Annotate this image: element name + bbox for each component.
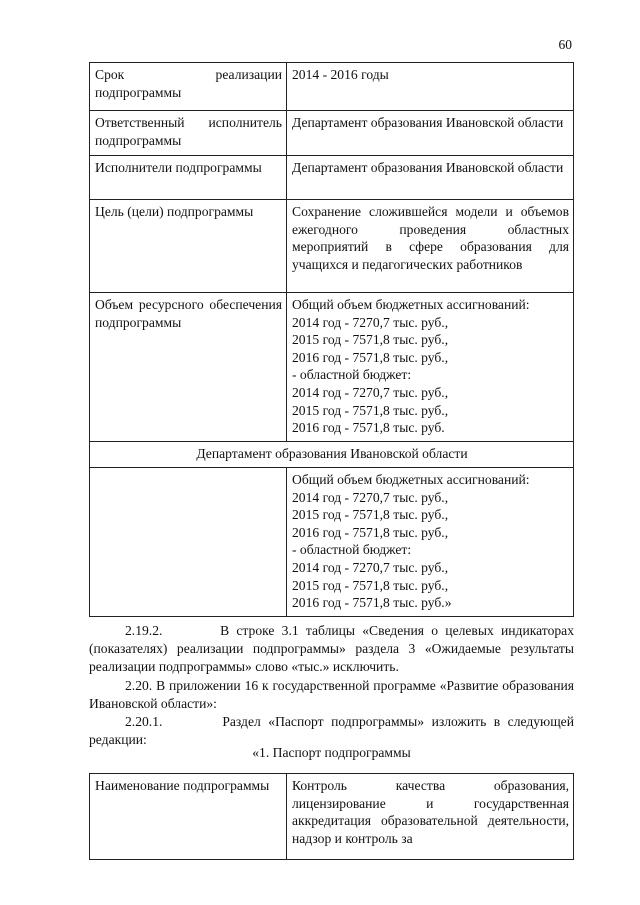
table-row bbox=[90, 63, 574, 111]
row-value: Департамент образования Ивановской области bbox=[287, 156, 574, 200]
table-row bbox=[90, 156, 574, 200]
merged-heading: Департамент образования Ивановской области bbox=[90, 442, 574, 468]
row-label: Срок реализации подпрограммы bbox=[90, 63, 287, 111]
funding-line: 2016 год - 7571,8 тыс. руб. bbox=[292, 420, 445, 436]
funding-line: Общий объем бюджетных ассигнований: bbox=[292, 472, 530, 487]
row-label: Исполнители подпрограммы bbox=[90, 156, 287, 200]
funding-cell bbox=[287, 293, 574, 442]
funding-line: 2015 год - 7571,8 тыс. руб., bbox=[292, 402, 449, 418]
subprogram-passport-table bbox=[89, 62, 574, 617]
row-label: Наименование подпрограммы bbox=[90, 774, 287, 860]
paragraph-2-20: 2.20. В приложении 16 к государственной программе «Развитие образования Ивановской области»: bbox=[89, 678, 574, 711]
table-row bbox=[90, 111, 574, 156]
row-label: Объем ресурсного обеспечения подпрограммы bbox=[90, 293, 287, 442]
empty-cell bbox=[90, 468, 287, 617]
funding-line: 2014 год - 7270,7 тыс. руб., bbox=[292, 559, 449, 575]
row-label: Ответственный исполнитель подпрограммы bbox=[90, 111, 287, 156]
funding-line: 2016 год - 7571,8 тыс. руб., bbox=[292, 349, 449, 365]
funding-line: 2015 год - 7571,8 тыс. руб., bbox=[292, 577, 449, 593]
paragraph-2-20-1: 2.20.1. Раздел «Паспорт подпрограммы» изложить в следующей редакции: bbox=[89, 714, 574, 747]
funding-line: - областной бюджет: bbox=[292, 542, 412, 558]
paragraph-2-19-2: 2.19.2. В строке 3.1 таблицы «Сведения о целевых индикаторах (показателях) реализации подпрограммы» раздела 3 «Ожидаемые результаты реализации подпрограммы» слово «тыс.» исключить. bbox=[89, 623, 574, 674]
funding-line: 2015 год - 7571,8 тыс. руб., bbox=[292, 332, 449, 348]
subprogram-name-table bbox=[89, 773, 574, 860]
table-row-merged bbox=[90, 442, 574, 468]
table-row bbox=[90, 200, 574, 293]
row-value: Контроль качества образования, лицензирование и государственная аккредитация образовательной деятельности, надзор и контроль за bbox=[287, 774, 574, 860]
row-value: 2014 - 2016 годы bbox=[287, 63, 574, 111]
section-heading: «1. Паспорт подпрограммы bbox=[252, 745, 411, 760]
row-label: Цель (цели) подпрограммы bbox=[90, 200, 287, 293]
funding-line: Общий объем бюджетных ассигнований: bbox=[292, 297, 530, 312]
funding-line: 2016 год - 7571,8 тыс. руб., bbox=[292, 524, 449, 540]
row-value: Сохранение сложившейся модели и объемов ежегодного проведения областных мероприятий в сфере образования для учащихся и педагогических работников bbox=[287, 200, 574, 293]
funding-line: 2014 год - 7270,7 тыс. руб., bbox=[292, 489, 449, 505]
funding-cell bbox=[287, 468, 574, 617]
funding-line: 2014 год - 7270,7 тыс. руб., bbox=[292, 384, 449, 400]
funding-line: 2016 год - 7571,8 тыс. руб.» bbox=[292, 595, 452, 611]
funding-line: - областной бюджет: bbox=[292, 367, 412, 383]
table-row bbox=[90, 293, 574, 442]
table-row bbox=[90, 774, 574, 860]
page-number: 60 bbox=[558, 37, 572, 52]
table-row bbox=[90, 468, 574, 617]
row-value: Департамент образования Ивановской области bbox=[287, 111, 574, 156]
funding-line: 2015 год - 7571,8 тыс. руб., bbox=[292, 507, 449, 523]
funding-line: 2014 год - 7270,7 тыс. руб., bbox=[292, 314, 449, 330]
